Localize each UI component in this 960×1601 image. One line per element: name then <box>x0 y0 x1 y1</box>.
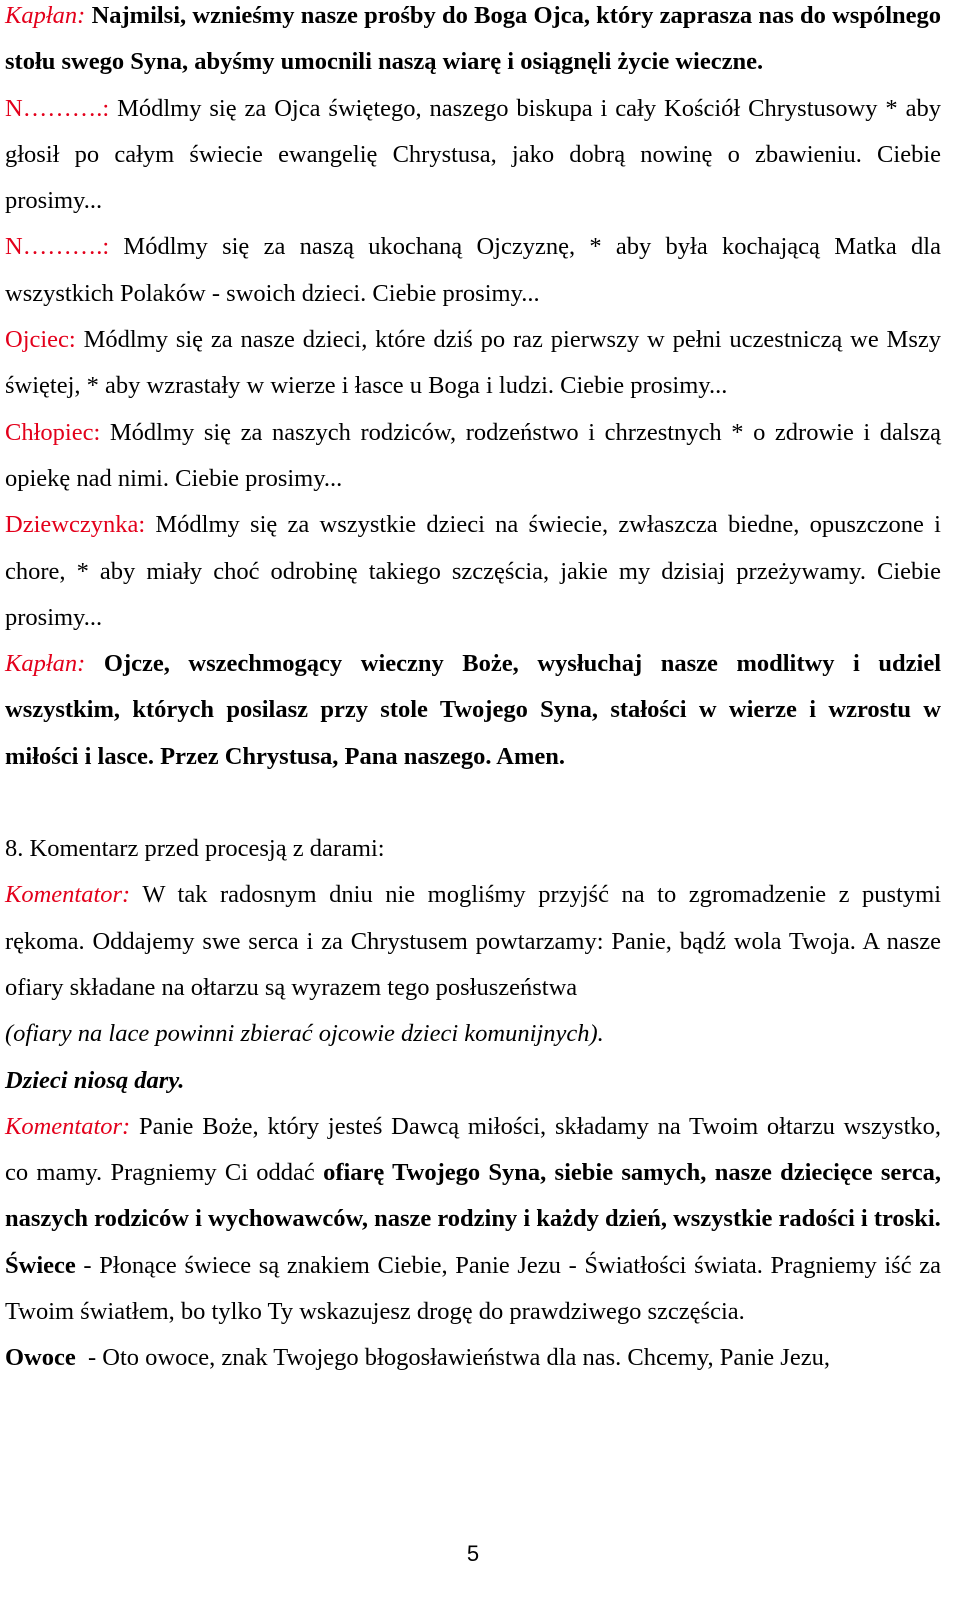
prayer-intention-father <box>5 317 941 410</box>
prayer-intention-boy <box>5 410 941 503</box>
page-number: 5 <box>466 1541 480 1566</box>
commentator-paragraph-2 <box>5 1104 941 1243</box>
section-spacer <box>5 780 941 826</box>
speaker-label: Komentator: <box>5 881 131 909</box>
section-heading: 8. Komentarz przed procesją z darami: <box>5 835 385 863</box>
commentator-text: Panie Boże, który jesteś Dawcą miłości, składamy na Twoim ołtarzu wszystko, co mamy. Pragniemy Ci oddać <box>5 1112 942 1187</box>
prayer-intention-girl <box>5 502 941 641</box>
speaker-label: Kapłan: <box>5 2 86 29</box>
commentator-paragraph-1 <box>5 872 941 1011</box>
speaker-label: N……….: <box>5 233 110 261</box>
prayer-text: Módlmy się za nasze dzieci, które dziś po raz pierwszy w pełni uczestniczą we Mszy świętej, * aby wzrastały w wierze i łasce u Boga i ludzi. Ciebie prosimy... <box>5 326 941 400</box>
gift-description: - Oto owoce, znak Twojego błogosławieństwa dla nas. Chcemy, Panie Jezu, <box>75 1344 830 1372</box>
speaker-label: Komentator: <box>5 1112 131 1140</box>
speaker-label: N……….: <box>5 94 110 122</box>
gift-term: Świece <box>5 1251 76 1279</box>
document-page <box>5 0 941 1382</box>
gift-description: - Płonące świece są znakiem Ciebie, Panie Jezu - Światłości świata. Pragniemy iść za Twoim światłem, bo tylko Ty wskazujesz drogę do prawdziwego szczęścia. <box>5 1251 941 1326</box>
prayer-text: Ojcze, wszechmogący wieczny Boże, wysłuchaj nasze modlitwy i udziel wszystkim, których posilasz przy stole Twojego Syna, stałości w wierze i wzrostu w miłości i lasce. Przez Chrystusa, Pana naszego. Amen. <box>5 650 942 770</box>
commentator-bold-text: ofiarę Twojego Syna, siebie samych, nasze dziecięce serca, naszych rodziców i wychowawców, nasze rodziny i każdy dzień, wszystkie radości i troski. <box>5 1159 941 1233</box>
speaker-label: Ojciec: <box>5 326 76 354</box>
speaker-label: Dziewczynka: <box>5 511 146 539</box>
fruits-paragraph <box>5 1335 941 1381</box>
commentator-text: W tak radosnym dniu nie mogliśmy przyjść na to zgromadzenie z pustymi rękoma. Oddajemy swe serca i za Chrystusem powtarzamy: Panie, bądź wola Twoja. A nasze ofiary składane na ołtarzu są wyrazem tego posłuszeństwa <box>5 881 942 1001</box>
prayer-text: Módlmy się za naszą ukochaną Ojczyznę, * aby była kochającą Matka dla wszystkich Polaków - swoich dzieci. Ciebie prosimy... <box>5 233 941 307</box>
instruction-line: Dzieci niosą dary. <box>5 1066 185 1094</box>
prayer-intention-homeland <box>5 224 941 317</box>
candles-paragraph <box>5 1243 941 1336</box>
prayer-kaplan-closing <box>5 641 941 780</box>
speaker-label: Kapłan: <box>5 650 86 678</box>
prayer-text: Najmilsi, wznieśmy nasze prośby do Boga Ojca, który zaprasza nas do wspólnego stołu swego Syna, abyśmy umocnili naszą wiarę i osiągnęli życie wieczne. <box>5 2 942 76</box>
prayer-kaplan-intro <box>5 0 941 86</box>
prayer-text: Módlmy się za wszystkie dzieci na świecie, zwłaszcza biedne, opuszczone i chore, * aby miały choć odrobinę takiego szczęścia, jakie my dzisiaj przeżywamy. Ciebie prosimy... <box>5 511 941 631</box>
gift-term: Owoce <box>5 1344 76 1372</box>
offering-note: (ofiary na lace powinni zbierać ojcowie dzieci komunijnych). <box>5 1020 604 1048</box>
prayer-text: Módlmy się za Ojca świętego, naszego biskupa i cały Kościół Chrystusowy * aby głosił po całym świecie ewangelię Chrystusa, jako dobrą nowinę o zbawieniu. Ciebie prosimy... <box>5 94 941 215</box>
prayer-text: Módlmy się za naszych rodziców, rodzeństwo i chrzestnych * o zdrowie i dalszą opiekę nad nimi. Ciebie prosimy... <box>5 418 942 492</box>
speaker-label: Chłopiec: <box>5 418 101 446</box>
prayer-intention-pope <box>5 86 941 225</box>
